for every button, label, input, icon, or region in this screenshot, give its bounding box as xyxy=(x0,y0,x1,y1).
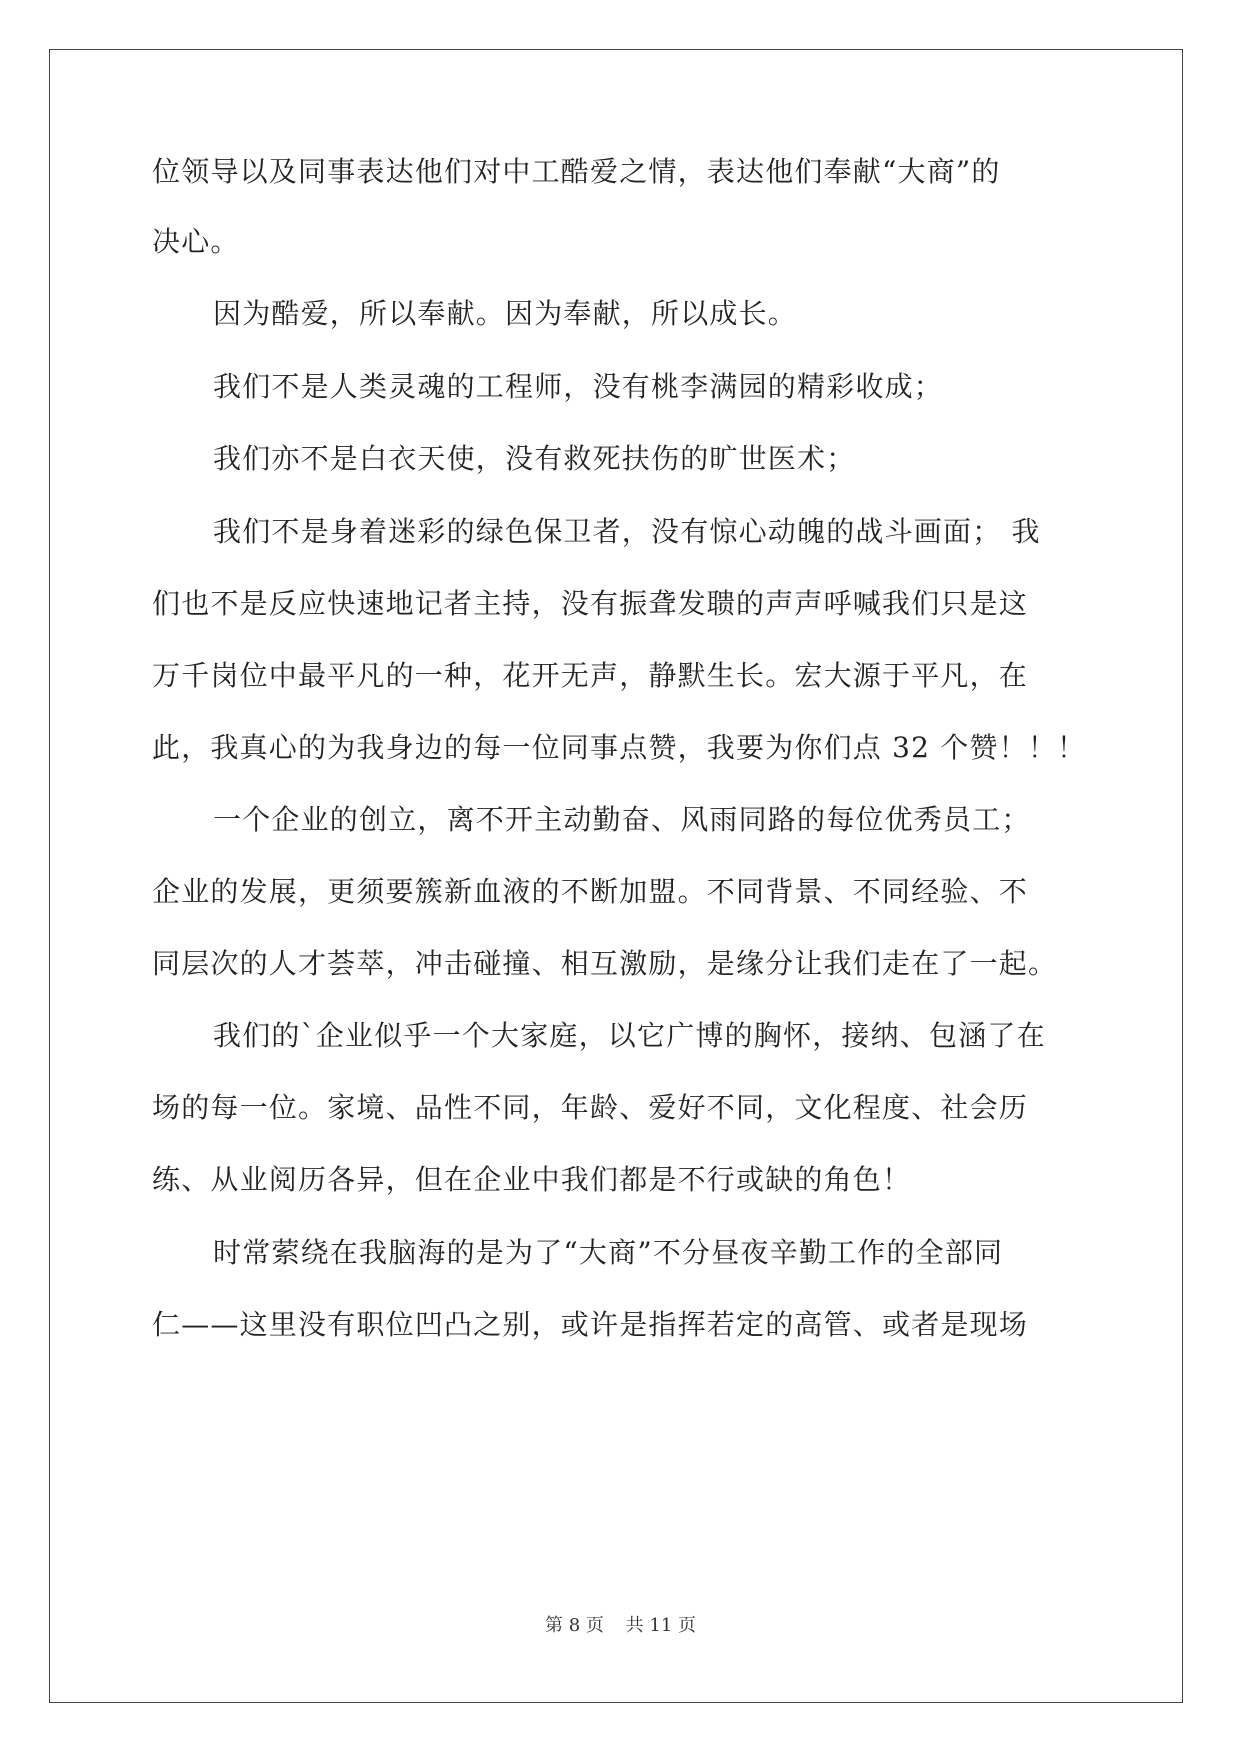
text-line-15: 练、从业阅历各异，但在企业中我们都是不行或缺的角色！ xyxy=(152,1163,912,1196)
page-footer xyxy=(0,1614,1241,1638)
text-line-17: 仁——这里没有职位凹凸之别，或许是指挥若定的高管、或者是现场 xyxy=(152,1308,1029,1341)
text-line-7: 们也不是反应快速地记者主持，没有振聋发聩的声声呼喊我们只是这 xyxy=(152,587,1029,620)
total-pages: 共 11 页 xyxy=(625,1615,696,1636)
text-line-14: 场的每一位。家境、品性不同，年龄、爱好不同，文化程度、社会历 xyxy=(152,1091,1029,1124)
text-line-16: 时常萦绕在我脑海的是为了“大商”不分昼夜辛勤工作的全部同 xyxy=(213,1236,1004,1269)
text-line-6: 我们不是身着迷彩的绿色保卫者，没有惊心动魄的战斗画面； 我 xyxy=(213,515,1041,548)
text-line-4: 我们不是人类灵魂的工程师，没有桃李满园的精彩收成； xyxy=(213,370,944,403)
text-line-5: 我们亦不是白衣天使，没有救死扶伤的旷世医术； xyxy=(213,442,856,475)
text-line-12: 同层次的人才荟萃，冲击碰撞、相互激励，是缘分让我们走在了一起。 xyxy=(152,947,1058,980)
text-line-9: 此，我真心的为我身边的每一位同事点赞，我要为你们点 32 个赞！！！ xyxy=(152,731,1087,764)
page-number: 第 8 页 xyxy=(545,1615,604,1636)
text-line-8: 万千岗位中最平凡的一种，花开无声，静默生长。宏大源于平凡，在 xyxy=(152,659,1029,692)
text-line-10: 一个企业的创立，离不开主动勤奋、风雨同路的每位优秀员工； xyxy=(213,803,1031,836)
text-line-3: 因为酷爱，所以奉献。因为奉献，所以成长。 xyxy=(213,297,798,330)
text-line-1: 位领导以及同事表达他们对中工酷爱之情，表达他们奉献“大商”的 xyxy=(152,155,1001,188)
text-line-11: 企业的发展，更须要簇新血液的不断加盟。不同背景、不同经验、不 xyxy=(152,875,1029,908)
text-line-13: 我们的`企业似乎一个大家庭，以它广博的胸怀，接纳、包涵了在 xyxy=(213,1019,1046,1052)
text-line-2: 决心。 xyxy=(152,225,240,258)
